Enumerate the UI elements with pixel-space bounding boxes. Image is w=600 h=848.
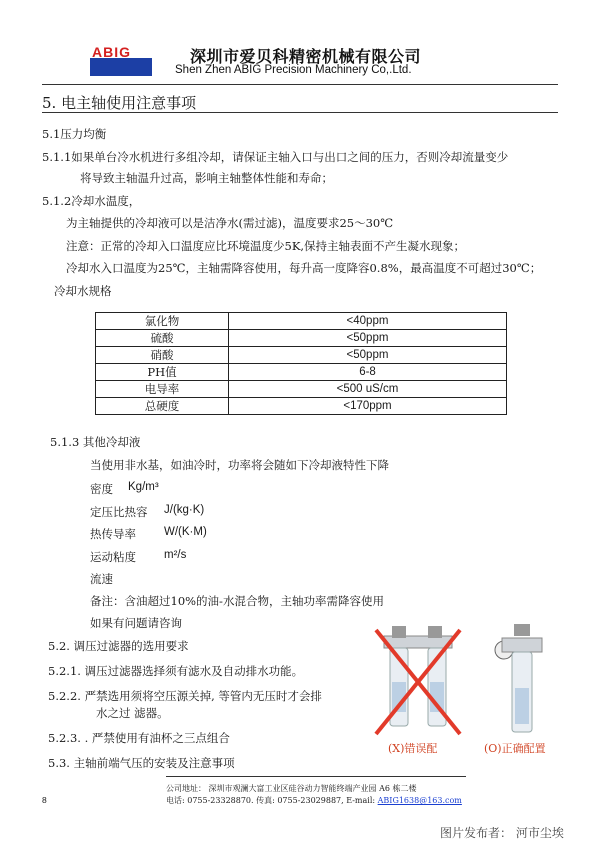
s52-item1: 5.2.1. 调压过滤器选择须有滤水及自动排水功能。 bbox=[48, 664, 304, 678]
spec-value: <40ppm bbox=[229, 313, 507, 330]
prop-unit: Kg/m³ bbox=[128, 481, 159, 493]
s52-item3: 5.2.3. . 严禁使用有油杯之三点组合 bbox=[48, 731, 230, 745]
spec-value: <50ppm bbox=[229, 330, 507, 347]
section-title: 5. 电主轴使用注意事项 bbox=[42, 94, 197, 112]
s512-line2: 注意：正常的冷却入口温度应比环境温度少5K,保持主轴表面不产生凝水现象； bbox=[66, 239, 466, 253]
spec-title: 冷却水规格 bbox=[54, 284, 112, 298]
footer-address: 公司地址： 深圳市观澜大富工业区硅谷动力智能终端产业园 A6 栋二楼 bbox=[166, 784, 417, 793]
prop-name: 运动粘度 bbox=[90, 550, 136, 564]
s513-intro: 当使用非水基，如油冷时，功率将会随如下冷却液特性下降 bbox=[90, 458, 389, 472]
s513-title: 5.1.3 其他冷却液 bbox=[50, 435, 141, 449]
spec-value: <50ppm bbox=[229, 347, 507, 364]
footer-contact-text: 电话: 0755-23328870. 传真: 0755-23029887, E-mail: bbox=[166, 796, 378, 805]
spec-name: 电导率 bbox=[96, 381, 229, 398]
s512-line1: 为主轴提供的冷却液可以是洁净水(需过滤)，温度要求25～30℃ bbox=[66, 216, 394, 230]
footer-email-link[interactable]: ABIG1638@163.com bbox=[377, 796, 462, 805]
spec-name: 总硬度 bbox=[96, 398, 229, 415]
s512-line3: 冷却水入口温度为25℃，主轴需降容使用，每升高一度降容0.8%，最高温度不可超过30℃； bbox=[66, 261, 542, 275]
s513-note: 备注：含油超过10%的油-水混合物，主轴功率需降容使用 bbox=[90, 594, 384, 608]
prop-unit: m²/s bbox=[164, 549, 187, 561]
prop-name: 密度 bbox=[90, 482, 113, 496]
s52-title: 5.2. 调压过滤器的选用要求 bbox=[48, 639, 189, 653]
s511-line2: 将导致主轴温升过高，影响主轴整体性能和寿命； bbox=[80, 171, 333, 185]
company-logo: ABIG bbox=[92, 44, 131, 60]
section-divider bbox=[42, 112, 558, 113]
spec-name: 硫酸 bbox=[96, 330, 229, 347]
page-number: 8 bbox=[42, 795, 47, 805]
spec-value: <500 uS/cm bbox=[229, 381, 507, 398]
s513-consult: 如果有问题请咨询 bbox=[90, 616, 182, 630]
table-row bbox=[96, 347, 507, 364]
prop-name: 热传导率 bbox=[90, 527, 136, 541]
footer-contact bbox=[166, 795, 462, 806]
prop-name: 定压比热容 bbox=[90, 505, 148, 519]
spec-name: 氯化物 bbox=[96, 313, 229, 330]
correct-filter-image bbox=[492, 622, 552, 740]
table-row bbox=[96, 381, 507, 398]
prop-name: 流速 bbox=[90, 572, 113, 586]
prop-unit: W/(K·M) bbox=[164, 526, 207, 538]
s512-title: 5.1.2冷却水温度， bbox=[42, 194, 141, 208]
header-divider bbox=[42, 84, 558, 85]
wrong-filter-image bbox=[372, 622, 464, 740]
spec-value: <170ppm bbox=[229, 398, 507, 415]
company-name-en: Shen Zhen ABIG Precision Machinery Co,.Ltd. bbox=[175, 64, 412, 76]
table-row bbox=[96, 330, 507, 347]
logo-bar bbox=[90, 58, 152, 76]
table-row bbox=[96, 364, 507, 381]
table-row bbox=[96, 313, 507, 330]
wrong-config-caption: (X)错误配 bbox=[388, 742, 438, 755]
spec-value: 6-8 bbox=[229, 364, 507, 381]
s52-item2-line1: 5.2.2. 严禁选用须将空压源关掉, 等管内无压时才会排 bbox=[48, 689, 322, 703]
s51-title: 5.1压力均衡 bbox=[42, 127, 107, 141]
s511-line1: 5.1.1如果单台冷水机进行多组冷却，请保证主轴入口与出口之间的压力，否则冷却流量变少 bbox=[42, 150, 509, 164]
s53-title: 5.3. 主轴前端气压的安装及注意事项 bbox=[48, 756, 235, 770]
correct-config-caption: (O)正确配置 bbox=[484, 742, 546, 755]
footer-divider bbox=[166, 776, 466, 777]
s52-item2-line2: 水之过 滤器。 bbox=[96, 706, 169, 720]
cooling-water-spec-table bbox=[95, 312, 507, 415]
spec-name: PH值 bbox=[96, 364, 229, 381]
company-name-cn: 深圳市爱贝科精密机械有限公司 bbox=[190, 47, 422, 66]
watermark: 图片发布者： 河市尘埃 bbox=[440, 826, 564, 840]
table-row bbox=[96, 398, 507, 415]
spec-name: 硝酸 bbox=[96, 347, 229, 364]
prop-unit: J/(kg·K) bbox=[164, 504, 205, 516]
